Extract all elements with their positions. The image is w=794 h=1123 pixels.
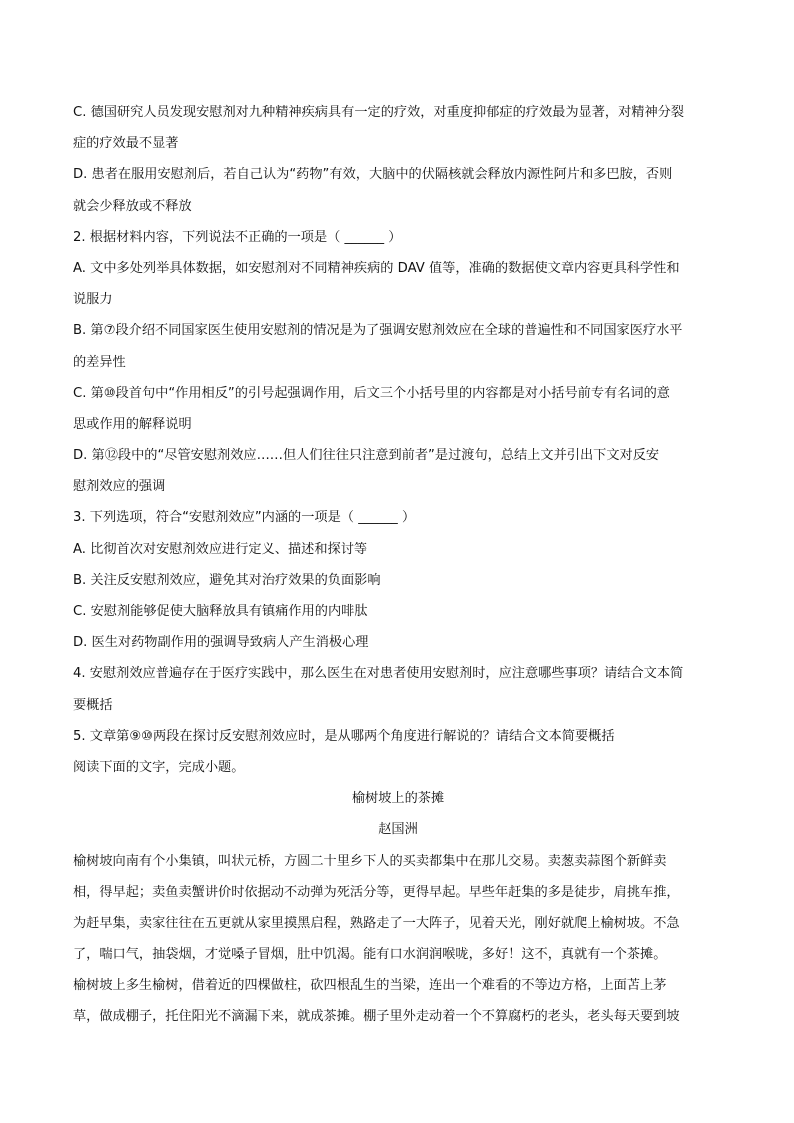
question-5: 5. 文章第⑨⑩两段在探讨反安慰剂效应时，是从哪两个角度进行解说的？请结合文本简要概括 <box>73 728 615 744</box>
option-d-line-1: D. 患者在服用安慰剂后，若自己认为“药物”有效，大脑中的伏隔核就会释放内源性阿片和多巴胺，否则 <box>73 167 673 183</box>
q2-option-d-line-2: 慰剂效应的强调 <box>73 479 166 495</box>
q2-option-c-line-1: C. 第⑩段首句中“作用相反”的引号起强调作用，后文三个小括号里的内容都是对小括号前专有名词的意 <box>73 385 670 401</box>
option-c-line-2: 症的疗效最不显著 <box>73 136 179 152</box>
story-title: 榆树坡上的茶摊 <box>351 791 445 807</box>
q2-option-a-line-2: 说服力 <box>73 292 113 308</box>
option-d-line-2: 就会少释放或不释放 <box>73 198 192 214</box>
q2-option-a-line-1: A. 文中多处列举具体数据，如安慰剂对不同精神疾病的 DAV 值等，准确的数据使文章内容更具科学性和 <box>73 260 680 276</box>
question-4-line-2: 要概括 <box>73 697 113 713</box>
document-content <box>73 97 723 1033</box>
question-4-line-1: 4. 安慰剂效应普遍存在于医疗实践中，那么医生在对患者使用安慰剂时，应注意哪些事项？请结合文本简 <box>73 666 684 682</box>
q3-option-c: C. 安慰剂能够促使大脑释放具有镇痛作用的内啡肽 <box>73 604 368 619</box>
question-2: 2. 根据材料内容，下列说法不正确的一项是（ ______ ） <box>73 229 402 245</box>
q3-option-a: A. 比彻首次对安慰剂效应进行定义、描述和探讨等 <box>73 541 368 557</box>
story-paragraph-line: 了，喘口气，抽袋烟，才觉嗓子冒烟，肚中饥渴。能有口水润润喉咙，多好！这不，真就有一个茶摊。 <box>73 947 667 963</box>
q3-option-d: D. 医生对药物副作用的强调导致病人产生消极心理 <box>73 635 369 651</box>
story-paragraph-line: 榆树坡上多生榆树，借着近的四棵做柱，砍四根乱生的当梁，连出一个难看的不等边方格，上面苫上茅 <box>73 978 667 994</box>
q2-option-b-line-2: 的差异性 <box>73 354 126 370</box>
story-author: 赵国洲 <box>378 822 418 838</box>
story-paragraph-line: 为赶早集，卖家往往在五更就从家里摸黑启程，熟路走了一大阵子，见着天光，刚好就爬上榆树坡。不急 <box>73 915 680 931</box>
q2-option-c-line-2: 思或作用的解释说明 <box>73 416 192 432</box>
story-paragraph-line: 草，做成棚子，托住阳光不滴漏下来，就成茶摊。棚子里外走动着一个不算腐朽的老头，老头每天要到坡 <box>73 1009 680 1025</box>
story-paragraph-line: 相，得早起；卖鱼卖蟹讲价时依据动不动弹为死活分等，更得早起。早些年赶集的多是徒步，肩挑车推， <box>73 884 680 900</box>
q2-option-d-line-1: D. 第⑫段中的“尽管安慰剂效应……但人们往往只注意到前者”是过渡句，总结上文并引出下文对反安 <box>73 448 660 464</box>
option-c-line-1: C. 德国研究人员发现安慰剂对九种精神疾病具有一定的疗效，对重度抑郁症的疗效最为显著，对精神分裂 <box>73 105 685 120</box>
reading-instruction: 阅读下面的文字，完成小题。 <box>73 759 245 775</box>
q2-option-b-line-1: B. 第⑦段介绍不同国家医生使用安慰剂的情况是为了强调安慰剂效应在全球的普遍性和不同国家医疗水平 <box>73 323 683 339</box>
q3-option-b: B. 关注反安慰剂效应，避免其对治疗效果的负面影响 <box>73 572 381 588</box>
question-3: 3. 下列选项，符合“安慰剂效应”内涵的一项是（ ______ ） <box>73 510 416 526</box>
story-paragraph-line: 榆树坡向南有个小集镇，叫状元桥，方圆二十里乡下人的买卖都集中在那儿交易。卖葱卖蒜图个新鲜卖 <box>73 853 667 869</box>
